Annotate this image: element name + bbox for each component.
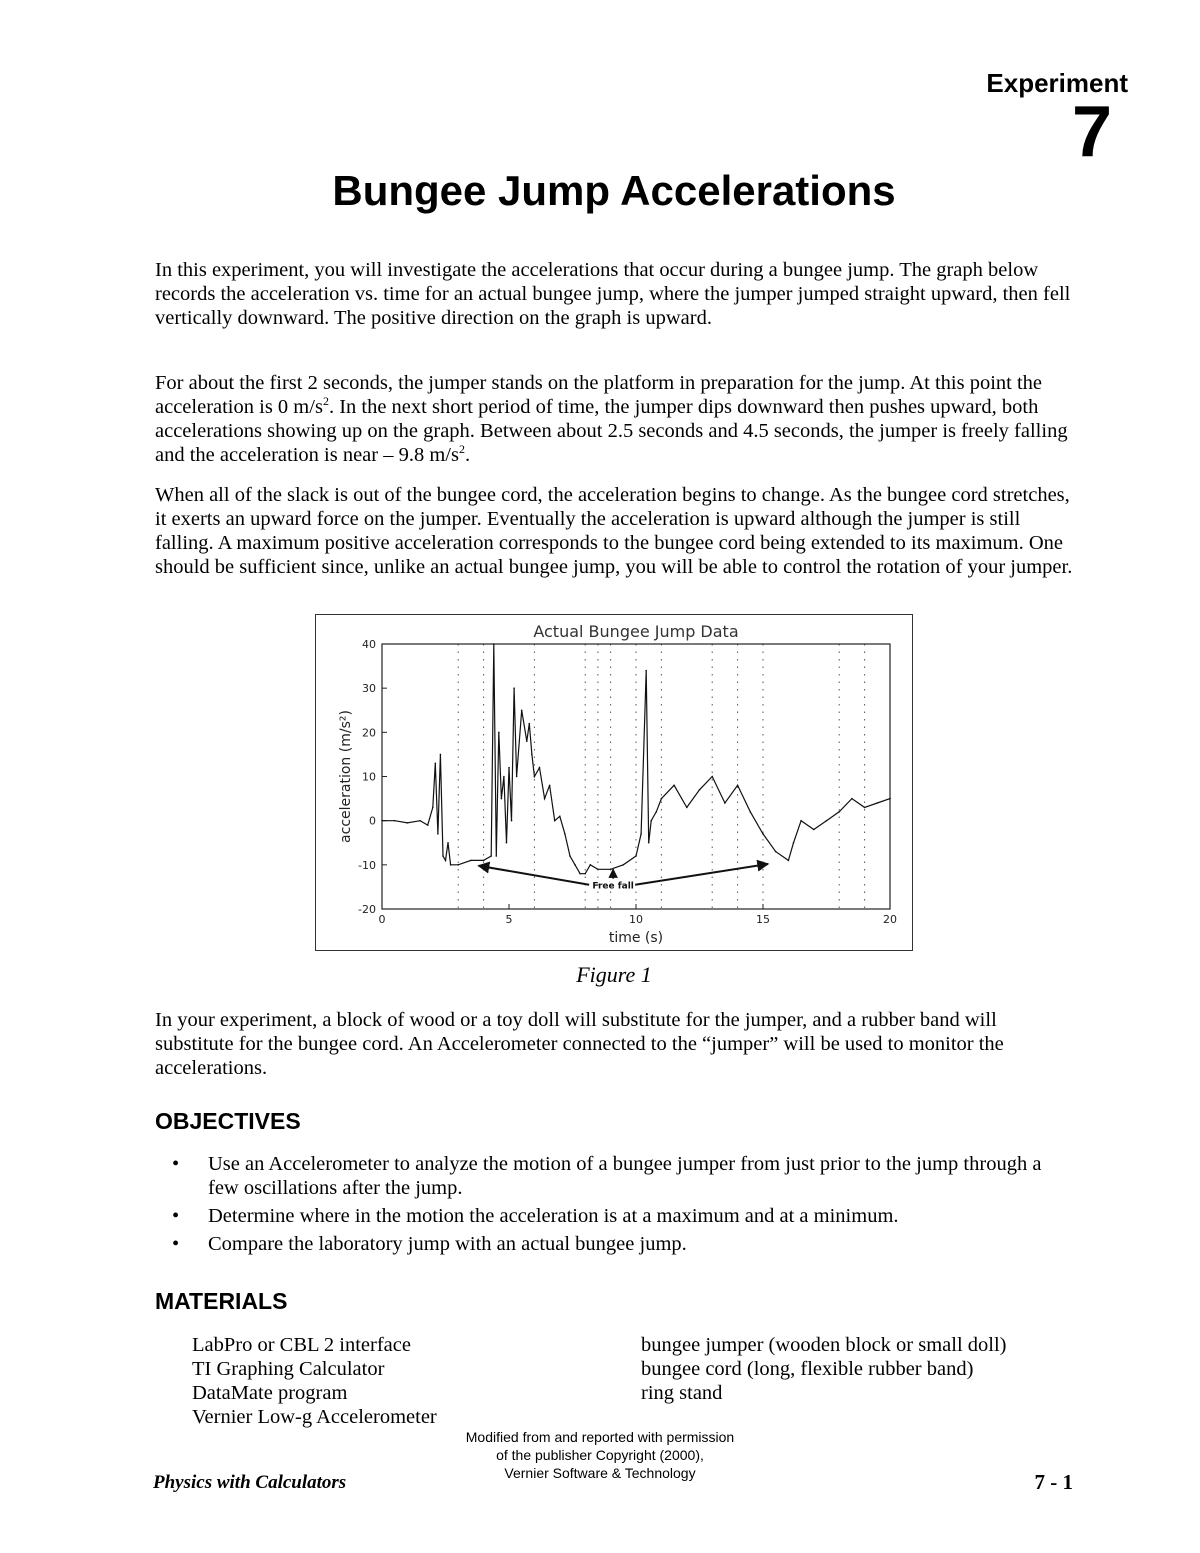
y-tick-label: 20 bbox=[362, 726, 376, 740]
x-tick-label: 5 bbox=[505, 913, 513, 926]
copyright-line: of the publisher Copyright (2000), bbox=[496, 1447, 704, 1463]
data-point bbox=[800, 820, 802, 822]
data-point bbox=[437, 833, 439, 835]
data-point bbox=[496, 855, 498, 857]
data-point bbox=[699, 789, 701, 791]
data-point bbox=[394, 820, 396, 822]
y-tick-label: -10 bbox=[358, 858, 376, 872]
data-point bbox=[435, 762, 437, 764]
intro-paragraph: In this experiment, you will investigate the accelerations that occur during a bungee jump. The graph below records the acceleration vs. time for an actual bungee jump, where the jumper jumped straight upward, then fell vertically downward. The positive direction on the graph is upward. bbox=[155, 259, 1071, 329]
data-point bbox=[419, 820, 421, 822]
slack-paragraph: When all of the slack is out of the bungee cord, the acceleration begins to change. As the bungee cord stretches, it exerts an upward force on the jumper. Eventually the acceleration is upward although the jumper is still falling. A maximum positive acceleration corresponds to the bungee cord being extended to its maximum. One should be sufficient since, unlike an actual bungee jump, you will be able to control the rotation of your jumper. bbox=[155, 484, 1073, 578]
data-point bbox=[788, 860, 790, 862]
data-point bbox=[877, 802, 879, 804]
x-tick-label: 20 bbox=[883, 913, 897, 926]
free-fall-arrow-right bbox=[635, 864, 768, 885]
data-point bbox=[589, 864, 591, 866]
materials-left-column bbox=[192, 1333, 437, 1429]
data-point bbox=[457, 864, 459, 866]
data-point bbox=[549, 785, 551, 787]
data-point bbox=[531, 754, 533, 756]
superscript-2: 2 bbox=[458, 442, 465, 457]
materials-heading: MATERIALS bbox=[155, 1288, 288, 1314]
material-item: bungee cord (long, flexible rubber band) bbox=[641, 1358, 974, 1380]
data-point bbox=[432, 807, 434, 809]
data-point bbox=[440, 754, 442, 756]
material-item: TI Graphing Calculator bbox=[192, 1358, 385, 1380]
data-point bbox=[584, 873, 586, 875]
data-point bbox=[889, 798, 891, 800]
x-tick-label: 10 bbox=[629, 913, 643, 926]
data-point bbox=[656, 811, 658, 813]
figure-1-box bbox=[315, 614, 913, 951]
platform-paragraph bbox=[155, 371, 1080, 467]
data-point bbox=[673, 785, 675, 787]
data-point bbox=[490, 855, 492, 857]
objective-text: Determine where in the motion the acceleration is at a maximum and at a minimum. bbox=[208, 1205, 899, 1227]
experiment-paragraph: In your experiment, a block of wood or a toy doll will substitute for the jumper, and a rubber band will substitute for the bungee cord. An Accelerometer connected to the “jumper” will be used to monitor the accelerations. bbox=[155, 1009, 1004, 1079]
data-point bbox=[569, 855, 571, 857]
platform-text-c: . bbox=[464, 444, 471, 466]
data-point bbox=[381, 820, 383, 822]
data-point bbox=[762, 833, 764, 835]
data-point bbox=[711, 776, 713, 778]
data-point bbox=[503, 776, 505, 778]
book-title: Physics with Calculators bbox=[153, 1472, 347, 1493]
y-tick-label: 0 bbox=[369, 814, 376, 828]
materials-right-column bbox=[641, 1333, 1007, 1405]
data-point bbox=[508, 767, 510, 769]
data-point bbox=[650, 820, 652, 822]
data-point bbox=[750, 811, 752, 813]
y-axis-label: acceleration (m/s²) bbox=[338, 710, 354, 843]
material-item: LabPro or CBL 2 interface bbox=[192, 1334, 411, 1356]
experiment-number: 7 bbox=[1071, 92, 1112, 172]
experiment-label: Experiment bbox=[986, 68, 1128, 98]
data-point bbox=[526, 740, 528, 742]
superscript-2: 2 bbox=[322, 394, 329, 409]
objectives-heading: OBJECTIVES bbox=[155, 1108, 301, 1134]
data-point bbox=[737, 785, 739, 787]
copyright-line: Vernier Software & Technology bbox=[504, 1465, 696, 1481]
list-item bbox=[160, 1232, 1060, 1256]
data-point bbox=[407, 822, 409, 824]
chart-title: Actual Bungee Jump Data bbox=[533, 622, 739, 641]
data-point bbox=[724, 802, 726, 804]
y-tick-label: 40 bbox=[362, 638, 376, 651]
data-point bbox=[564, 833, 566, 835]
data-point bbox=[511, 820, 513, 822]
free-fall-label: Free fall bbox=[592, 881, 634, 892]
material-item: Vernier Low-g Accelerometer bbox=[192, 1406, 437, 1428]
data-point bbox=[851, 798, 853, 800]
data-point bbox=[445, 860, 447, 862]
data-point bbox=[661, 798, 663, 800]
data-point bbox=[501, 798, 503, 800]
y-tick-label: -20 bbox=[358, 903, 376, 916]
data-point bbox=[645, 670, 647, 672]
material-item: DataMate program bbox=[192, 1382, 348, 1404]
bullet-icon: • bbox=[172, 1233, 180, 1255]
data-point bbox=[686, 807, 688, 809]
page-number: 7 - 1 bbox=[1034, 1470, 1073, 1494]
data-point bbox=[640, 833, 642, 835]
data-point bbox=[559, 815, 561, 817]
x-tick-label: 15 bbox=[756, 913, 770, 926]
figure-caption: Figure 1 bbox=[576, 962, 652, 987]
list-item bbox=[160, 1204, 1060, 1228]
objective-text: Compare the laboratory jump with an actual bungee jump. bbox=[208, 1233, 687, 1255]
bullet-icon: • bbox=[172, 1153, 180, 1175]
copyright-notice bbox=[400, 1428, 800, 1482]
data-point bbox=[635, 855, 637, 857]
data-point bbox=[447, 842, 449, 844]
data-point bbox=[554, 820, 556, 822]
data-point bbox=[498, 732, 500, 734]
data-point bbox=[493, 643, 495, 645]
data-point bbox=[544, 798, 546, 800]
y-tick-label: 30 bbox=[362, 682, 376, 696]
data-point bbox=[864, 807, 866, 809]
data-point bbox=[534, 776, 536, 778]
objectives-list bbox=[160, 1152, 1060, 1260]
list-item bbox=[160, 1152, 1060, 1200]
data-point bbox=[826, 820, 828, 822]
material-item: bungee jumper (wooden block or small doll) bbox=[641, 1334, 1007, 1356]
platform-text-b: . In the next short period of time, the jumper dips downward then pushes upward, both accelerations showing up on the graph. Between about 2.5 seconds and 4.5 seconds, the jumper is freely falling and the acceleration is near – 9.8 m/s bbox=[155, 396, 1068, 466]
data-point bbox=[427, 824, 429, 826]
objective-text: Use an Accelerometer to analyze the motion of a bungee jumper from just prior to the jump through a few oscillations after the jump. bbox=[208, 1153, 1042, 1199]
material-item: ring stand bbox=[641, 1382, 723, 1404]
data-point bbox=[442, 855, 444, 857]
data-point bbox=[470, 860, 472, 862]
data-point bbox=[506, 842, 508, 844]
data-point bbox=[483, 860, 485, 862]
data-point bbox=[838, 811, 840, 813]
data-point bbox=[648, 842, 650, 844]
page-title: Bungee Jump Accelerations bbox=[332, 167, 896, 214]
data-point bbox=[513, 687, 515, 689]
data-point bbox=[574, 864, 576, 866]
data-point bbox=[813, 829, 815, 831]
x-axis-label: time (s) bbox=[608, 930, 664, 946]
data-point bbox=[597, 868, 599, 870]
bungee-chart bbox=[316, 615, 911, 949]
platform-text-a: For about the first 2 seconds, the jumper stands on the platform in preparation for the jump. At this point the acceleration is 0 m/s bbox=[155, 372, 1043, 418]
data-point bbox=[623, 864, 625, 866]
data-point bbox=[521, 709, 523, 711]
copyright-line: Modified from and reported with permission bbox=[465, 1429, 735, 1445]
data-point bbox=[610, 868, 612, 870]
data-point bbox=[539, 767, 541, 769]
y-tick-label: 10 bbox=[362, 770, 376, 784]
free-fall-arrow-left bbox=[479, 866, 590, 885]
data-point bbox=[775, 851, 777, 853]
data-point bbox=[529, 723, 531, 725]
data-point bbox=[579, 873, 581, 875]
data-point bbox=[450, 864, 452, 866]
bullet-icon: • bbox=[172, 1205, 180, 1227]
x-tick-label: 0 bbox=[378, 913, 386, 926]
data-point bbox=[793, 842, 795, 844]
data-point bbox=[516, 776, 518, 778]
